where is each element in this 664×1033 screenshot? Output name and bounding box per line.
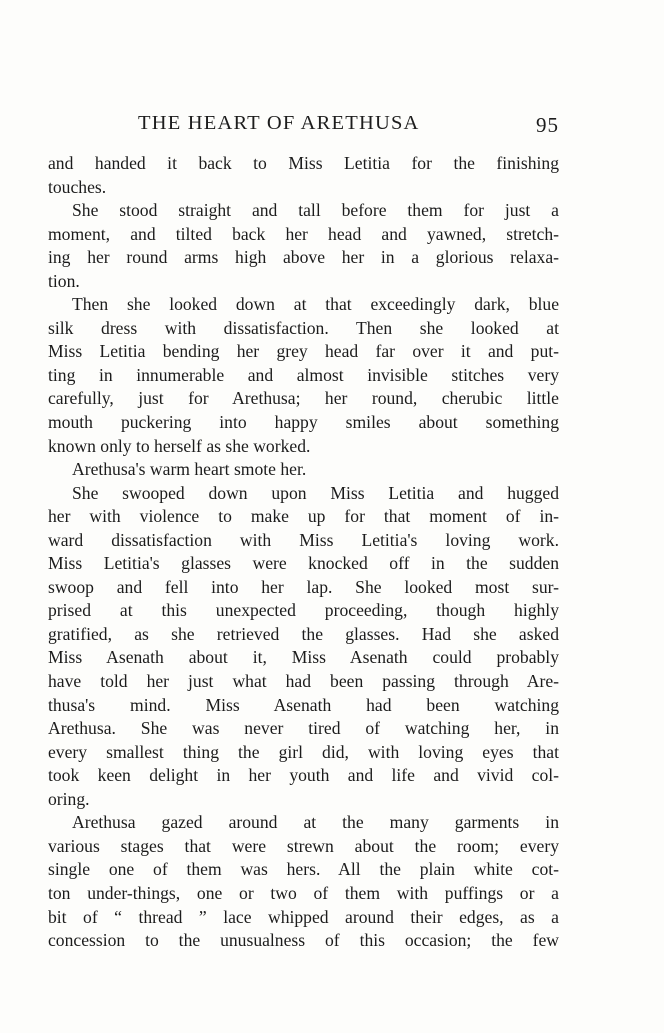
text-line: Arethusa's warm heart smote her. <box>72 459 307 480</box>
text-line: moment, and tilted back her head and yawned, stretch- <box>48 223 559 244</box>
text-line: Miss Asenath about it, Miss Asenath could probably <box>48 647 559 668</box>
text-line: ward dissatisfaction with Miss Letitia's loving work. <box>48 529 559 550</box>
text-line: prised at this unexpected proceeding, though highly <box>48 600 559 621</box>
text-line: ting in innumerable and almost invisible stitches very <box>48 364 559 385</box>
page-number: 95 <box>536 113 559 137</box>
text-line: Then she looked down at that exceedingly dark, blue <box>72 294 559 315</box>
text-line: She stood straight and tall before them for just a <box>72 200 559 221</box>
text-line: various stages that were strewn about the room; every <box>48 835 559 856</box>
body-text <box>48 152 559 953</box>
text-line: Arethusa gazed around at the many garments in <box>72 812 559 833</box>
text-line: touches. <box>48 176 107 197</box>
text-line: single one of them was hers. All the plain white cot- <box>48 859 559 880</box>
text-line: bit of “ thread ” lace whipped around their edges, as a <box>48 906 559 927</box>
running-head <box>48 112 559 142</box>
running-title: THE HEART OF ARETHUSA <box>138 112 420 134</box>
text-line: and handed it back to Miss Letitia for the finishing <box>48 153 559 173</box>
text-line: ing her round arms high above her in a glorious relaxa- <box>48 247 559 268</box>
text-line: every smallest thing the girl did, with loving eyes that <box>48 741 559 762</box>
text-line: gratified, as she retrieved the glasses. Had she asked <box>48 623 559 644</box>
text-line: Arethusa. She was never tired of watching her, in <box>48 718 559 739</box>
text-line: concession to the unusualness of this occasion; the few <box>48 930 559 951</box>
text-line: silk dress with dissatisfaction. Then she looked at <box>48 317 559 338</box>
text-line: mouth puckering into happy smiles about something <box>48 412 559 433</box>
text-line: thusa's mind. Miss Asenath had been watching <box>48 694 559 715</box>
text-line: tion. <box>48 270 80 291</box>
text-line: ton under-things, one or two of them with puffings or a <box>48 882 559 903</box>
text-line: Miss Letitia bending her grey head far over it and put- <box>48 341 559 362</box>
text-line: carefully, just for Arethusa; her round, cherubic little <box>48 388 559 409</box>
text-line: Miss Letitia's glasses were knocked off in the sudden <box>48 553 559 574</box>
text-line: She swooped down upon Miss Letitia and hugged <box>72 482 559 503</box>
text-line: swoop and fell into her lap. She looked most sur- <box>48 576 559 597</box>
text-line: known only to herself as she worked. <box>48 435 311 456</box>
text-line: her with violence to make up for that moment of in- <box>48 506 559 527</box>
text-line: oring. <box>48 788 90 809</box>
text-line: took keen delight in her youth and life and vivid col- <box>48 765 559 786</box>
text-line: have told her just what had been passing through Are- <box>48 671 559 692</box>
